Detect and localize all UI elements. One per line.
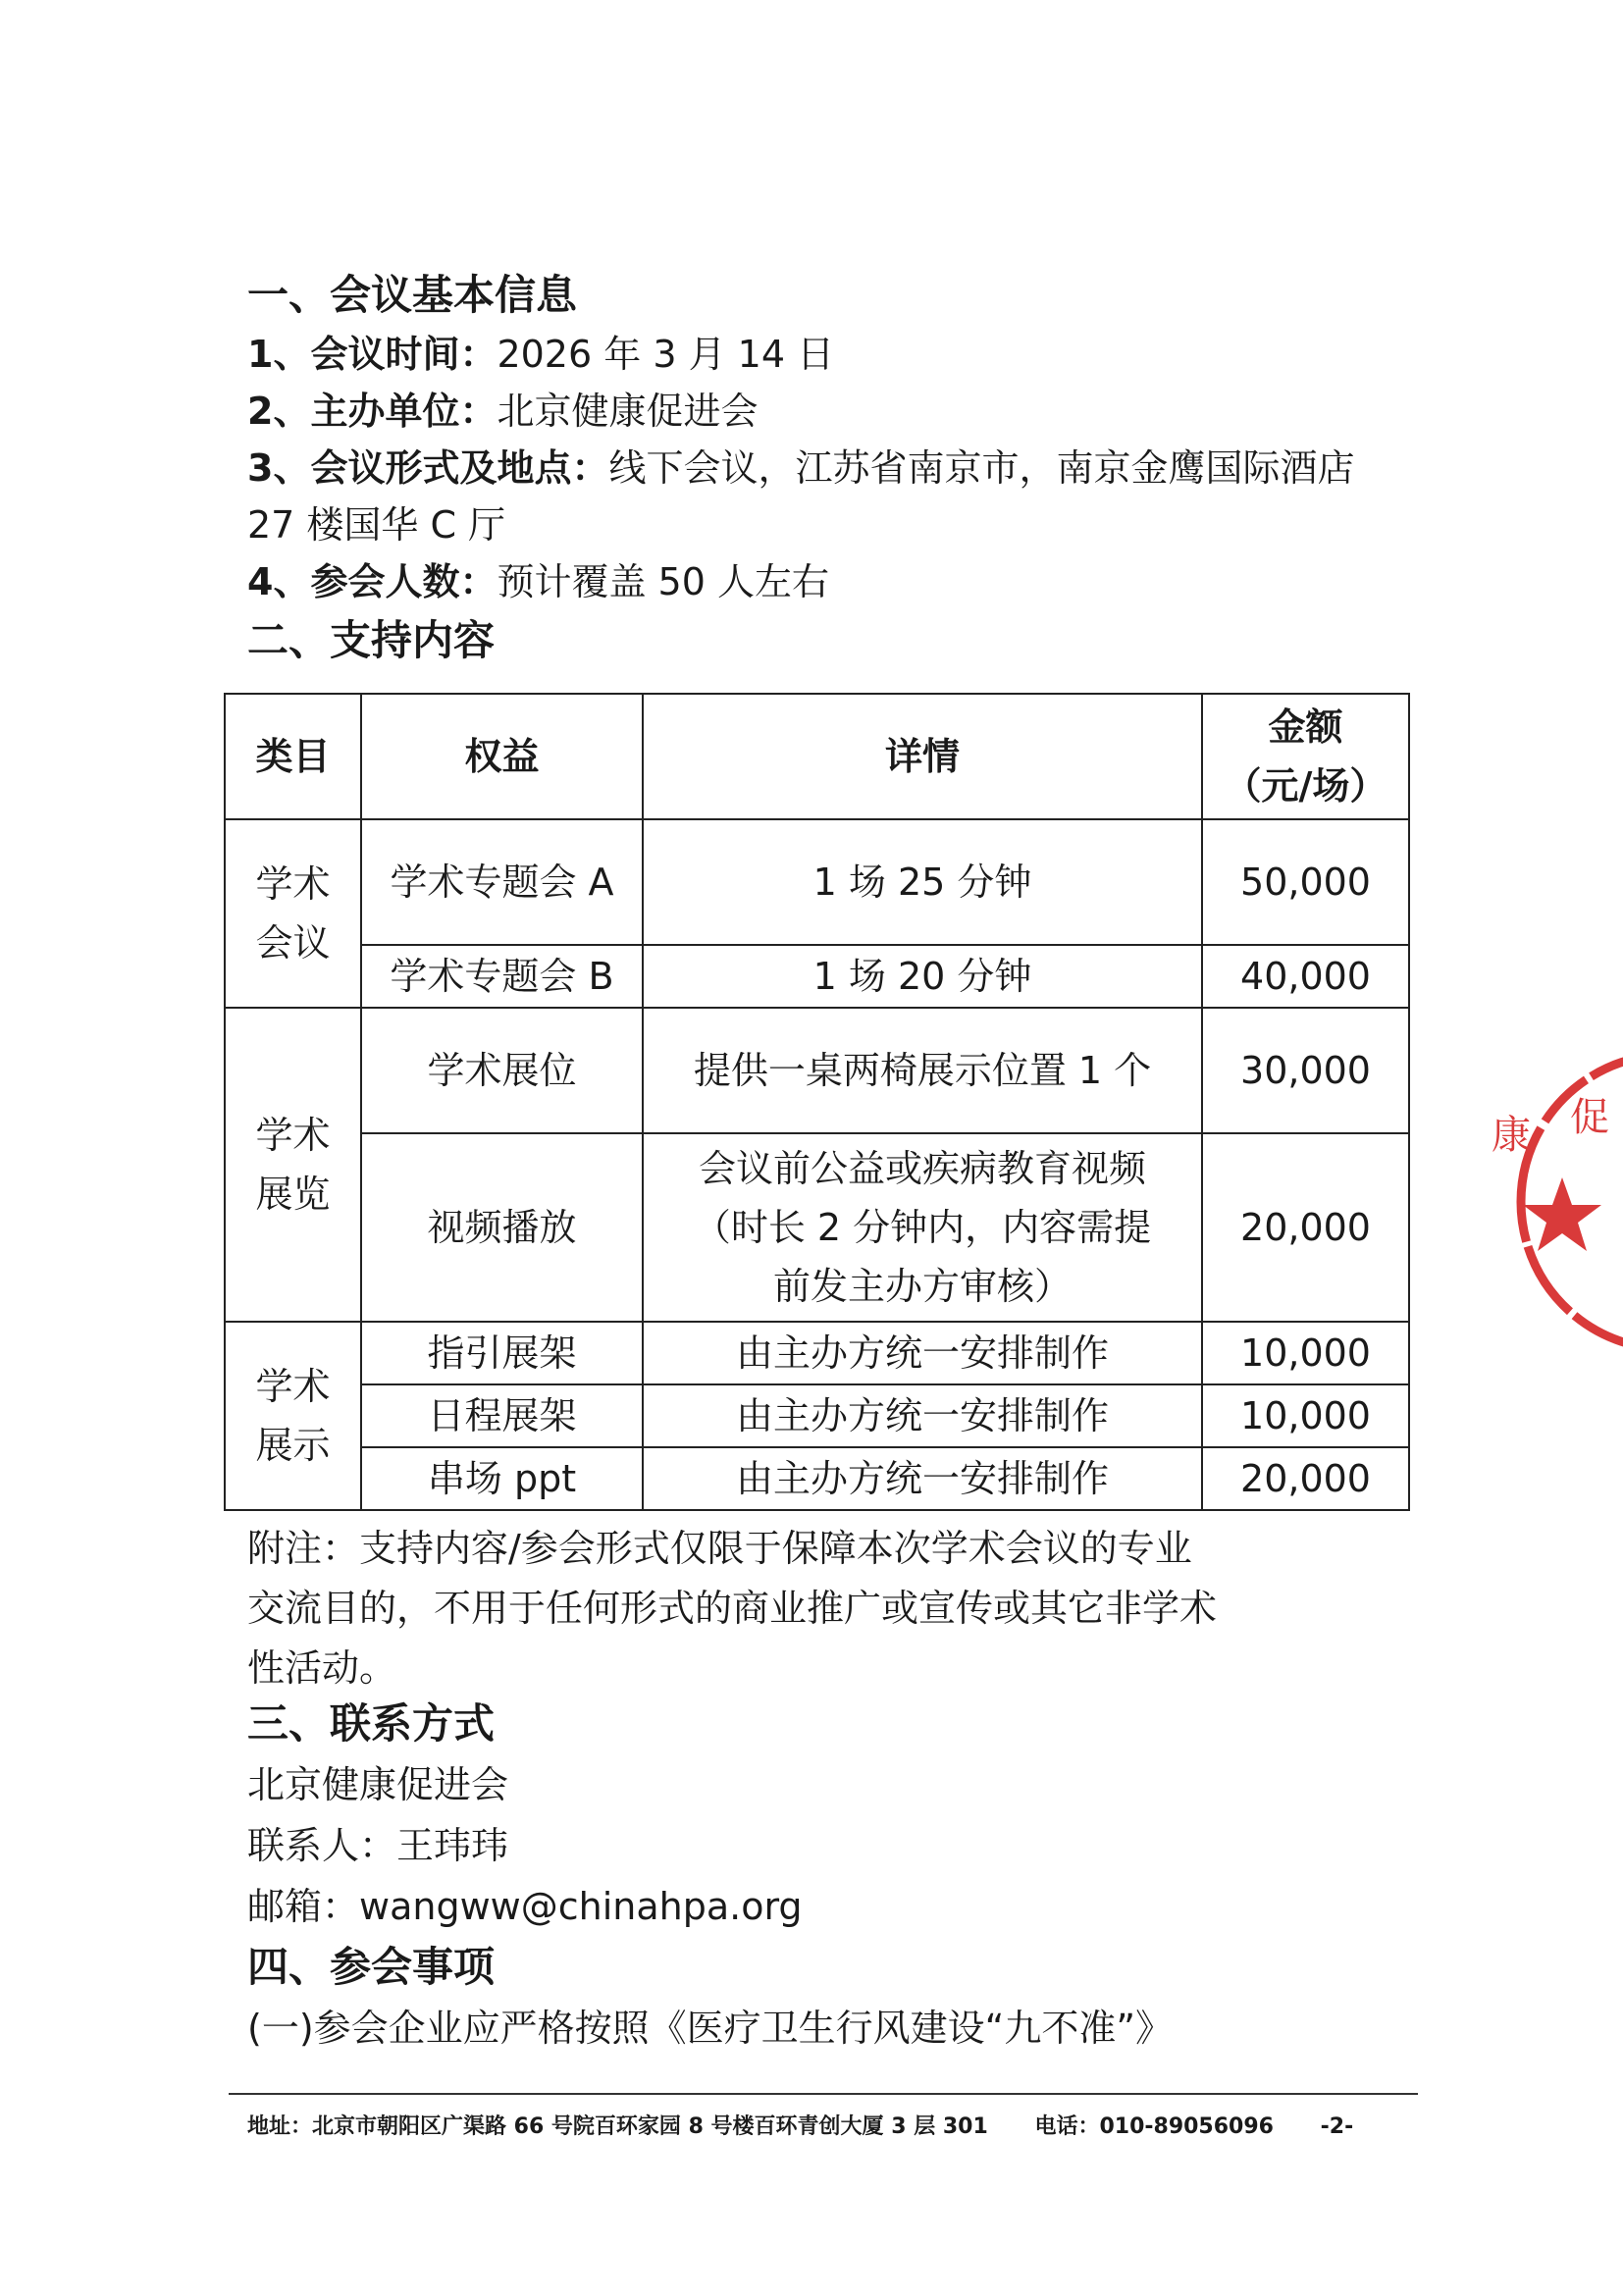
header-benefit: 权益 — [361, 694, 643, 819]
section-contact-and-attendance — [247, 1694, 1405, 2059]
amount-cell: 10,000 — [1202, 1322, 1409, 1384]
detail-cell: 1 场 20 分钟 — [643, 945, 1202, 1008]
amount-cell: 50,000 — [1202, 819, 1409, 945]
meeting-venue-label: 3、会议形式及地点： — [247, 446, 609, 490]
amount-cell: 20,000 — [1202, 1133, 1409, 1322]
official-seal-fragment — [1472, 1040, 1623, 1364]
detail-cell: 提供一桌两椅展示位置 1 个 — [643, 1008, 1202, 1133]
amount-cell: 20,000 — [1202, 1447, 1409, 1510]
section2-heading: 二、支持内容 — [247, 616, 496, 664]
seal-char: 康 — [1492, 1113, 1531, 1158]
category-cell — [225, 1008, 361, 1322]
table-row — [225, 945, 1409, 1008]
category-text: 学术 — [255, 862, 331, 906]
attendee-count-value: 预计覆盖 50 人左右 — [497, 560, 829, 603]
detail-line: 前发主办方审核） — [772, 1265, 1072, 1308]
detail-line: （时长 2 分钟内，内容需提 — [693, 1206, 1152, 1249]
support-table — [224, 693, 1410, 1511]
seal-star-icon — [1523, 1177, 1601, 1251]
contact-org: 北京健康促进会 — [247, 1763, 509, 1806]
note-line: 交流目的，不用于任何形式的商业推广或宣传或其它非学术 — [247, 1587, 1218, 1630]
organizer-label: 2、主办单位： — [247, 390, 497, 433]
section3-heading: 三、联系方式 — [247, 1699, 496, 1748]
category-text: 学术 — [255, 1365, 331, 1408]
organizer — [247, 383, 1405, 440]
footer-address: 地址：北京市朝阳区广渠路 66 号院百环家园 8 号楼百环青创大厦 3 层 301 — [247, 2114, 988, 2139]
category-cell — [225, 819, 361, 1008]
category-text: 会议 — [255, 921, 331, 965]
page-footer — [247, 2110, 1405, 2140]
benefit-cell: 学术专题会 A — [361, 819, 643, 945]
detail-cell: 由主办方统一安排制作 — [643, 1322, 1202, 1384]
table-note — [247, 1519, 1405, 1698]
organizer-value: 北京健康促进会 — [497, 390, 759, 433]
amount-cell: 30,000 — [1202, 1008, 1409, 1133]
amount-cell: 10,000 — [1202, 1384, 1409, 1447]
section4-heading: 四、参会事项 — [247, 1943, 496, 1991]
seal-stamp-icon — [1472, 1040, 1623, 1364]
contact-email: 邮箱：wangww@chinahpa.org — [247, 1885, 803, 1928]
meeting-time — [247, 326, 1405, 383]
meeting-time-value: 2026 年 3 月 14 日 — [497, 333, 835, 376]
attendee-count — [247, 553, 1405, 610]
table-header-row — [225, 694, 1409, 819]
detail-cell — [643, 1133, 1202, 1322]
footer-divider — [229, 2093, 1418, 2095]
meeting-venue-value: 线下会议，江苏省南京市，南京金鹰国际酒店 — [608, 446, 1355, 490]
benefit-cell: 学术专题会 B — [361, 945, 643, 1008]
meeting-venue — [247, 440, 1405, 496]
note-line: 附注：支持内容/参会形式仅限于保障本次学术会议的专业 — [247, 1527, 1192, 1570]
seal-char: 促 — [1570, 1095, 1609, 1140]
section-basic-info — [247, 265, 1405, 671]
category-text: 学术 — [255, 1114, 331, 1157]
table-row — [225, 1447, 1409, 1510]
table-row — [225, 1133, 1409, 1322]
detail-cell: 由主办方统一安排制作 — [643, 1447, 1202, 1510]
benefit-cell: 指引展架 — [361, 1322, 643, 1384]
header-detail: 详情 — [643, 694, 1202, 819]
note-line: 性活动。 — [247, 1646, 397, 1690]
table-row — [225, 819, 1409, 945]
header-category: 类目 — [225, 694, 361, 819]
meeting-venue-cont — [247, 496, 1405, 553]
benefit-cell: 视频播放 — [361, 1133, 643, 1322]
contact-person: 联系人：王玮玮 — [247, 1824, 509, 1867]
benefit-cell: 学术展位 — [361, 1008, 643, 1133]
table-row — [225, 1384, 1409, 1447]
attendance-item-1: (一)参会企业应严格按照《医疗卫生行风建设“九不准”》 — [247, 2007, 1174, 2050]
header-amount-unit: （元/场） — [1224, 764, 1387, 808]
benefit-cell: 串场 ppt — [361, 1447, 643, 1510]
table-row — [225, 1008, 1409, 1133]
benefit-cell: 日程展架 — [361, 1384, 643, 1447]
detail-cell: 1 场 25 分钟 — [643, 819, 1202, 945]
meeting-time-label: 1、会议时间： — [247, 333, 497, 376]
category-cell — [225, 1322, 361, 1510]
detail-line: 会议前公益或疾病教育视频 — [698, 1147, 1146, 1190]
header-amount — [1202, 694, 1409, 819]
footer-phone: 电话：010-89056096 — [1034, 2114, 1274, 2139]
category-text: 展览 — [255, 1173, 331, 1216]
attendee-count-label: 4、参会人数： — [247, 560, 497, 603]
category-text: 展示 — [255, 1424, 331, 1467]
table-row — [225, 1322, 1409, 1384]
footer-page-number: -2- — [1320, 2114, 1354, 2139]
section1-heading: 一、会议基本信息 — [247, 271, 578, 319]
header-amount-label: 金额 — [1268, 705, 1343, 749]
amount-cell: 40,000 — [1202, 945, 1409, 1008]
meeting-venue-room: 27 楼国华 C 厅 — [247, 503, 506, 547]
detail-cell: 由主办方统一安排制作 — [643, 1384, 1202, 1447]
